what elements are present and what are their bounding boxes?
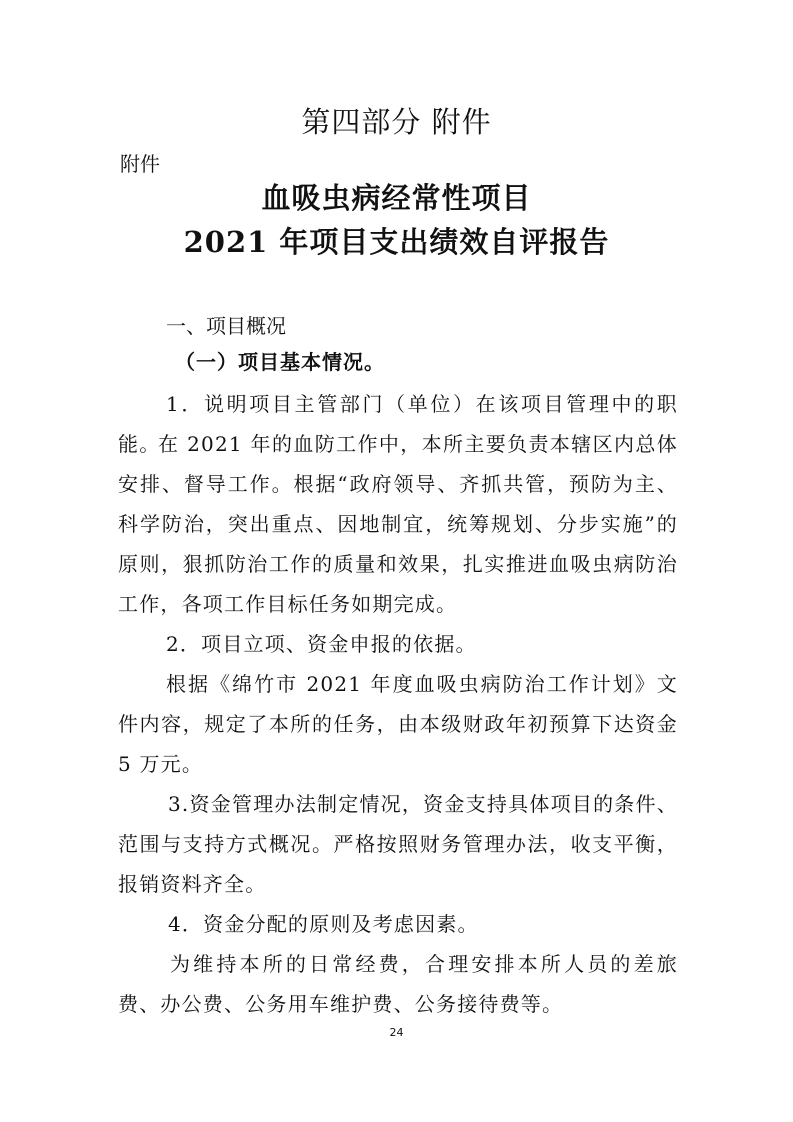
section-heading: 一、项目概况 [166,314,286,338]
report-title-line1: 血吸虫病经常性项目 [261,181,532,215]
paragraph-3: 2．项目立项、资金申报的依据。 [166,632,477,656]
report-title-line2: 2021 年项目支出绩效自评报告 [183,225,610,259]
paragraph-2: 在 2021 年的血防工作中，本所主要负责本辖区内总体安排、督导工作。根据“政府领导、齐抓共管，预防为主、科学防治，突出重点、因地制宜，统筹规划、分步实施”的原则，狠抓防治工作的质量和效果，扎实推进血吸虫病防治工作，各项工作目标任务如期完成。 [118,432,678,616]
paragraph-6: 4．资金分配的原则及考虑因素。 [168,912,479,936]
page-number: 24 [389,1026,404,1039]
paragraph-7: 为维持本所的日常经费，合理安排本所人员的差旅费、办公费、公务用车维护费、公务接待费等。 [118,952,678,1016]
paragraph-4: 根据《绵竹市 2021 年度血吸虫病防治工作计划》文件内容，规定了本所的任务，由本级财政年初预算下达资金 5 万元。 [118,672,678,776]
paragraph-1: 1．说明项目主管部门（单位）在该项目管理中的职能。 [118,392,678,456]
attachment-label: 附件 [120,152,160,176]
paragraph-5: 3.资金管理办法制定情况，资金支持具体项目的条件、范围与支持方式概况。严格按照财务管理办法，收支平衡，报销资料齐全。 [118,792,678,896]
part-title: 第四部分 附件 [301,105,492,139]
subsection-heading: （一）项目基本情况。 [175,350,385,374]
